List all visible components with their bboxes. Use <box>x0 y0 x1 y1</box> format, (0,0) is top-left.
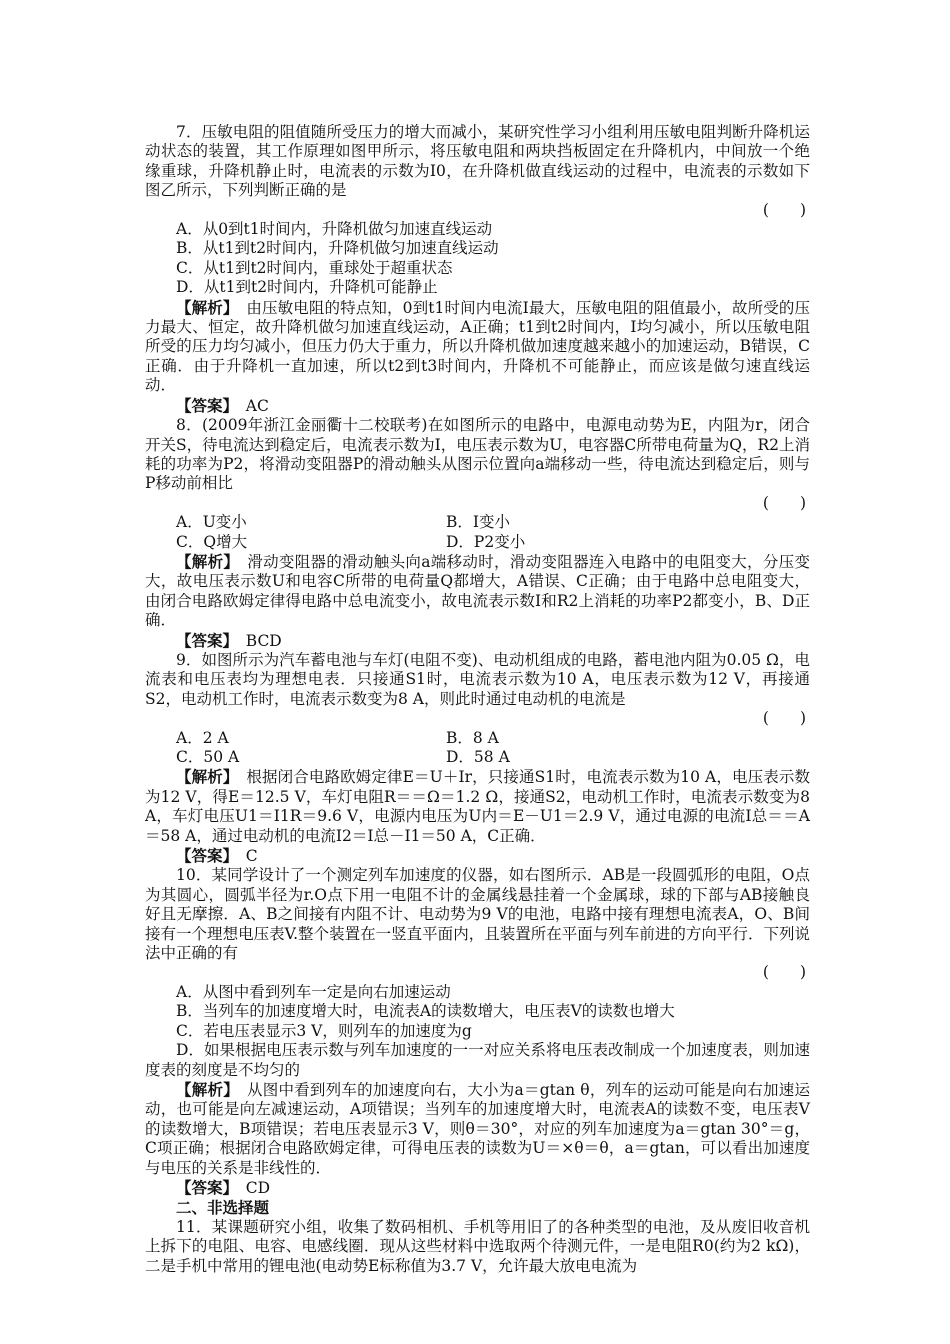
answer-label: 【答案】 <box>176 395 231 415</box>
q8-answer-text: BCD <box>230 631 282 650</box>
q10-answer-text: CD <box>230 1178 271 1197</box>
q10-stem: 10．某同学设计了一个测定列车加速度的仪器，如右图所示．AB是一段圆弧形的电阻，O点为其圆心，圆弧半径为r.O点下用一电阻不计的金属线悬挂着一个金属球，球的下部与AB接触良好且无摩擦．A、B之间接有内阻不计、电动势为9 V的电池，电路中接有理想电流表A，O、B间接有一个理想电压表V.整个装置在一竖直平面内，且装置所在平面与列车前进的方向平行．下列说法中正确的有 <box>145 866 810 963</box>
q10-analysis-text: 从图中看到列车的加速度向右，大小为a＝gtan θ，列车的运动可能是向右加速运动，也可能是向左减速运动，A项错误；当列车的加速度增大时，电流表A的读数不变，电压表V的读数增大，B项错误；若电压表显示3 V，则θ＝30°，对应的列车加速度为a＝gtan 30°＝g，C项正确；根据闭合电路欧姆定律，可得电压表的读数为U＝×θ＝θ，a＝gtan，可以看出加速度与电压的关系是非线性的． <box>145 1080 810 1177</box>
q8-answer-paren: ( ) <box>762 493 806 512</box>
q8-option-a: A．U变小 <box>176 513 247 532</box>
q9-answer-paren: ( ) <box>762 709 806 728</box>
q10-answer-paren: ( ) <box>762 963 806 982</box>
q9-analysis-text: 根据闭合电路欧姆定律E＝U＋Ir，只接通S1时，电流表示数为10 A，电压表示数为12 V，得E＝12.5 V，车灯电阻R＝＝Ω＝1.2 Ω，接通S2，电动机工作时，电流表示数变为8 A，车灯电压U1＝I1R＝9.6 V，电源内电压为U内＝E－U1＝2.9 V，通过电源的电流I总＝＝A＝58 A，通过电动机的电流I2＝I总－I1＝50 A，C正确． <box>145 768 810 845</box>
q9-answer <box>145 846 810 866</box>
q9-analysis <box>145 767 810 846</box>
document-page <box>145 123 810 1276</box>
q8-analysis <box>145 552 810 631</box>
analysis-label: 【解析】 <box>176 551 232 571</box>
answer-label: 【答案】 <box>176 1177 231 1197</box>
q7-analysis <box>145 298 810 396</box>
q9-option-a: A．2 A <box>176 728 229 747</box>
q9-answer-text: C <box>230 847 258 866</box>
q11-stem: 11．某课题研究小组，收集了数码相机、手机等用旧了的各种类型的电池，及从废旧收音机上拆下的电阻、电容、电感线圈．现从这些材料中选取两个待测元件，一是电阻R0(约为2 kΩ)，二是手机中常用的锂电池(电动势E标称值为3.7 V，允许最大放电电流为 <box>145 1217 810 1275</box>
analysis-label: 【解析】 <box>176 1079 232 1099</box>
q7-option-c: C．从t1到t2时间内，重球处于超重状态 <box>176 258 453 277</box>
q7-analysis-text: 由压敏电阻的特点知，0到t1时间内电流I最大，压敏电阻的阻值最小，故所受的压力最大、恒定，故升降机做匀加速直线运动，A正确；t1到t2时间内，I均匀减小，所以压敏电阻所受的压力均匀减小，但压力仍大于重力，所以升降机做加速度越来越小的加速运动，B错误，C正确．由于升降机一直加速，所以t2到t3时间内，升降机不可能静止，而应该是做匀速直线运动． <box>145 298 810 395</box>
q9-option-d: D．58 A <box>446 748 510 766</box>
analysis-label: 【解析】 <box>176 767 231 787</box>
q8-option-b: B．I变小 <box>446 513 511 532</box>
q8-option-c: C．Q增大 <box>176 532 248 551</box>
q10-analysis <box>145 1080 810 1178</box>
q7-option-b: B．从t1到t2时间内，升降机做匀加速直线运动 <box>176 239 499 258</box>
q7-answer <box>145 396 810 416</box>
q9-option-b: B．8 A <box>446 728 499 747</box>
q7-answer-text: AC <box>230 396 269 415</box>
q7-option-d: D．从t1到t2时间内，升降机可能静止 <box>176 278 438 297</box>
q8-options-row-1 <box>145 513 810 532</box>
q8-analysis-text: 滑动变阻器的滑动触头向a端移动时，滑动变阻器连入电路中的电阻变大，分压变大，故电压表示数U和电容C所带的电荷量Q都增大，A错误、C正确；由于电路中总电阻变大，由闭合电路欧姆定律得电路中总电流变小，故电流表示数I和R2上消耗的功率P2都变小，B、D正确． <box>145 552 810 630</box>
q8-stem: 8．(2009年浙江金丽衢十二校联考)在如图所示的电路中，电源电动势为E，内阻为r，闭合开关S，待电流达到稳定后，电流表示数为I，电压表示数为U，电容器C所带电荷量为Q，R2上消耗的功率为P2，将滑动变阻器P的滑动触头从图示位置向a端移动一些，待电流达到稳定后，则与P移动前相比 <box>145 416 810 493</box>
q9-options-row-1 <box>145 729 810 748</box>
q9-options-row-2 <box>145 748 810 767</box>
q10-answer <box>145 1178 810 1198</box>
q10-option-b: B．当列车的加速度增大时，电流表A的读数增大，电压表V的读数也增大 <box>176 1002 675 1021</box>
q7-stem: 7．压敏电阻的阻值随所受压力的增大而减小，某研究性学习小组利用压敏电阻判断升降机运动状态的装置，其工作原理如图甲所示，将压敏电阻和两块挡板固定在升降机内，中间放一个绝缘重球，升降机静止时，电流表的示数为I0，在升降机做直线运动的过程中，电流表的示数如下图乙所示，下列判断正确的是 <box>145 123 810 200</box>
q7-option-a: A．从0到t1时间内，升降机做匀加速直线运动 <box>176 220 493 239</box>
q10-option-c: C．若电压表显示3 V，则列车的加速度为g <box>176 1021 472 1040</box>
answer-label: 【答案】 <box>176 846 231 866</box>
q8-options-row-2 <box>145 533 810 552</box>
q8-answer <box>145 631 810 651</box>
q9-stem: 9．如图所示为汽车蓄电池与车灯(电阻不变)、电动机组成的电路，蓄电池内阻为0.05 Ω，电流表和电压表均为理想电表．只接通S1时，电流表示数为10 A，电压表示数为12 V，再接通S2，电动机工作时，电流表示数变为8 A，则此时通过电动机的电流是 <box>145 650 810 708</box>
q10-option-a: A．从图中看到列车一定是向右加速运动 <box>176 982 451 1001</box>
answer-label: 【答案】 <box>176 630 231 650</box>
q10-option-d: D．如果根据电压表示数与列车加速度的一一对应关系将电压表改制成一个加速度表，则加速度表的刻度是不均匀的 <box>145 1041 810 1079</box>
analysis-label: 【解析】 <box>176 297 231 317</box>
section-heading: 二、非选择题 <box>176 1198 270 1218</box>
q7-answer-paren: ( ) <box>762 200 806 219</box>
q8-option-d: D．P2变小 <box>446 532 526 551</box>
q9-option-c: C．50 A <box>176 748 240 766</box>
